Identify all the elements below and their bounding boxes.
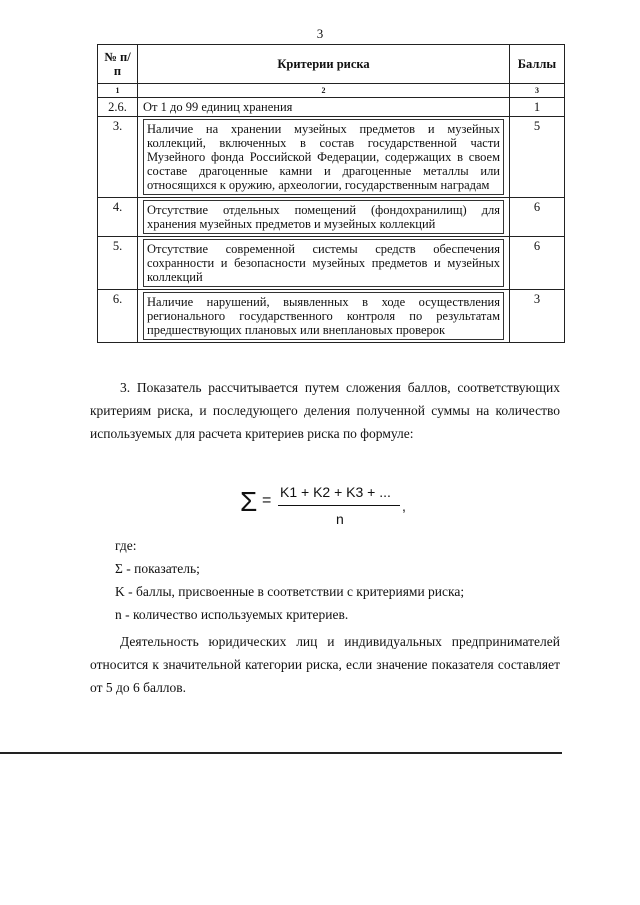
criterion-box: Наличие нарушений, выявленных в ходе осуществления регионального государственного контроля по результатам предшествующих плановых или внеплановых проверок <box>143 292 504 340</box>
page-number: 3 <box>316 26 324 41</box>
table-row <box>98 198 565 237</box>
index-cell: 3 <box>510 84 565 98</box>
table-row <box>98 237 565 290</box>
row-criterion: От 1 до 99 единиц хранения <box>138 98 510 117</box>
fraction-bar <box>278 505 400 506</box>
formula-equals: = <box>262 492 272 509</box>
formula-comma: , <box>402 498 406 514</box>
definition-n: n - количество используемых критериев. <box>115 607 349 622</box>
criterion-box: Отсутствие отдельных помещений (фондохранилищ) для хранения музейных предметов и музейных коллекций <box>143 200 504 234</box>
row-criterion <box>138 117 510 198</box>
row-score: 6 <box>510 198 565 237</box>
row-score: 1 <box>510 98 565 117</box>
header-number: № п/п <box>98 45 138 84</box>
definition-k: K - баллы, присвоенные в соответствии с критериями риска; <box>115 584 465 599</box>
table-header-row <box>98 45 565 84</box>
definition-sigma: Σ - показатель; <box>115 561 200 576</box>
row-criterion <box>138 290 510 343</box>
criterion-box: Наличие на хранении музейных предметов и музейных коллекций, включенных в состав государственной части Музейного фонда Российской Федерации, содержащих в своем составе драгоценные камни и драгоценные металлы или относящихся к оружию, археологии, государственным наградам <box>143 119 504 195</box>
header-criteria: Критерии риска <box>138 45 510 84</box>
risk-criteria-table <box>97 44 565 343</box>
row-criterion <box>138 198 510 237</box>
row-number: 2.6. <box>98 98 138 117</box>
row-number: 6. <box>98 290 138 343</box>
formula-sigma: Σ <box>240 486 258 517</box>
index-cell: 2 <box>138 84 510 98</box>
formula-denominator: n <box>336 511 344 527</box>
bottom-rule <box>0 752 562 754</box>
row-number: 4. <box>98 198 138 237</box>
table-row <box>98 98 565 117</box>
table-row <box>98 290 565 343</box>
criterion-box: Отсутствие современной системы средств обеспечения сохранности и безопасности музейных предметов и музейных коллекций <box>143 239 504 287</box>
risk-formula <box>240 478 420 538</box>
table-row <box>98 117 565 198</box>
row-score: 6 <box>510 237 565 290</box>
header-score: Баллы <box>510 45 565 84</box>
row-number: 5. <box>98 237 138 290</box>
table-index-row <box>98 84 565 98</box>
conclusion-paragraph: Деятельность юридических лиц и индивидуальных предпринимателей относится к значительной категории риска, если значение показателя составляет от 5 до 6 баллов. <box>90 634 560 695</box>
index-cell: 1 <box>98 84 138 98</box>
formula-numerator: K1 + K2 + K3 + ... <box>280 484 391 500</box>
row-number: 3. <box>98 117 138 198</box>
row-score: 3 <box>510 290 565 343</box>
paragraph-3: 3. Показатель рассчитывается путем сложения баллов, соответствующих критериям риска, и последующего деления полученной суммы на количество используемых для расчета критериев риска по формуле: <box>90 380 560 441</box>
row-criterion <box>138 237 510 290</box>
row-score: 5 <box>510 117 565 198</box>
where-label: где: <box>115 538 137 553</box>
